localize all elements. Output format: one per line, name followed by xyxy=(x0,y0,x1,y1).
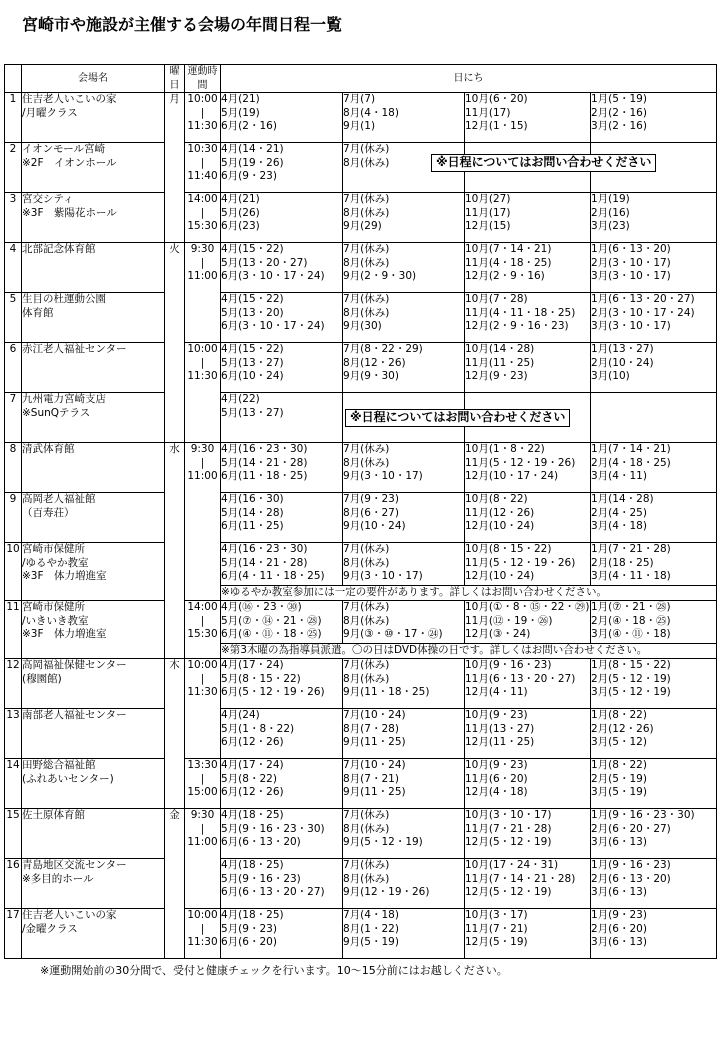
dates-oct-dec: 10月(1・8・22) 11月(5・12・19・26) 12月(10・17・24) xyxy=(465,443,591,493)
table-row xyxy=(5,909,717,959)
dates-oct-dec: 10月(14・28) 11月(11・25) 12月(9・23) xyxy=(465,343,591,393)
header-day: 曜日 xyxy=(165,65,185,93)
weekday-thu: 木 xyxy=(165,659,185,809)
venue-name: 九州電力宮崎支店 ※SunQテラス xyxy=(22,393,165,443)
dates-oct-dec: 10月(7・14・21) 11月(4・18・25) 12月(2・9・16) xyxy=(465,243,591,293)
venue-name: 住吉老人いこいの家 /金曜クラス xyxy=(22,909,165,959)
dates-jul-sep: 7月(休み) 8月(休み) 9月(29) xyxy=(343,193,465,243)
dates-apr-jun: 4月(16・23・30) 5月(14・21・28) 6月(4・11・18・25) xyxy=(221,543,343,586)
row-number: 4 xyxy=(5,243,22,293)
dates-oct-dec: 10月(7・28) 11月(4・11・18・25) 12月(2・9・16・23) xyxy=(465,293,591,343)
time-slot: 10:00 | 11:30 xyxy=(185,659,221,759)
table-row xyxy=(5,659,717,709)
dates-apr-jun: 4月(24) 5月(1・8・22) 6月(12・26) xyxy=(221,709,343,759)
row-number: 16 xyxy=(5,859,22,909)
header-venue: 会場名 xyxy=(22,65,165,93)
dates-jul-sep: 7月(7) 8月(4・18) 9月(1) xyxy=(343,93,465,143)
table-row xyxy=(5,443,717,493)
dates-oct-dec: 10月(8・22) 11月(12・26) 12月(10・24) xyxy=(465,493,591,543)
dates-jan-mar: 1月(14・28) 2月(4・25) 3月(4・18) xyxy=(591,493,717,543)
venue-name: 青島地区交流センター ※多目的ホール xyxy=(22,859,165,909)
venue-name: 生目の杜運動公園 体育館 xyxy=(22,293,165,343)
row-number: 17 xyxy=(5,909,22,959)
dates-jul-sep: 7月(休み) 8月(休み) ※日程についてはお問い合わせください xyxy=(343,143,465,193)
table-row xyxy=(5,243,717,293)
venue-name: 南部老人福祉センター xyxy=(22,709,165,759)
dates-apr-jun: 4月(22) 5月(13・27) xyxy=(221,393,343,443)
table-row xyxy=(5,759,717,809)
dates-jul-sep xyxy=(343,393,566,443)
table-row xyxy=(5,293,717,343)
dates-apr-jun: 4月(16・23・30) 5月(14・21・28) 6月(11・18・25) xyxy=(221,443,343,493)
dates-jul-sep: 7月(休み) 8月(休み) 9月(2・9・30) xyxy=(343,243,465,293)
row-number: 5 xyxy=(5,293,22,343)
row-number: 8 xyxy=(5,443,22,493)
dates-oct-dec: 10月(17・24・31) 11月(7・14・21・28) 12月(5・12・19) xyxy=(465,859,591,909)
dates-jan-mar: 1月(8・22) 2月(12・26) 3月(5・12) xyxy=(591,709,717,759)
dates-oct-dec: 10月(6・20) 11月(17) 12月(1・15) xyxy=(465,93,591,143)
venue-name: 赤江老人福祉センター xyxy=(22,343,165,393)
row-number: 10 xyxy=(5,543,22,601)
venue-name: 佐土原体育館 xyxy=(22,809,165,859)
venue-name: イオンモール宮崎 ※2F イオンホール xyxy=(22,143,165,193)
dates-oct-dec: 10月(3・17) 11月(7・21) 12月(5・19) xyxy=(465,909,591,959)
dates-apr-jun: 4月(17・24) 5月(8・15・22) 6月(5・12・19・26) xyxy=(221,659,343,709)
weekday-tue: 火 xyxy=(165,243,185,443)
dates-jan-mar: 1月(⑦・21・㉘) 2月(④・18・㉕) 3月(④・⑪・18) xyxy=(591,601,717,644)
dates-jan-mar: 1月(5・19) 2月(2・16) 3月(2・16) xyxy=(591,93,717,143)
dates-apr-jun: 4月(18・25) 5月(9・16・23) 6月(6・13・20・27) xyxy=(221,859,343,909)
dates-apr-jun: 4月(16・30) 5月(14・28) 6月(11・25) xyxy=(221,493,343,543)
dates-jan-mar: 1月(9・16・23) 2月(6・13・20) 3月(6・13) xyxy=(591,859,717,909)
time-slot: 13:30 | 15:00 xyxy=(185,759,221,809)
header-row xyxy=(5,65,717,93)
dates-jan-mar: 1月(8・15・22) 2月(5・12・19) 3月(5・12・19) xyxy=(591,659,717,709)
header-time: 運動時間 xyxy=(185,65,221,93)
dates-jul-sep: 7月(4・18) 8月(1・22) 9月(5・19) xyxy=(343,909,465,959)
dates-jul-sep: 7月(8・22・29) 8月(12・26) 9月(9・30) xyxy=(343,343,465,393)
dates-jul-sep: 7月(休み) 8月(休み) 9月(3・10・17) xyxy=(343,543,465,586)
dates-oct-dec: 10月(3・10・17) 11月(7・21・28) 12月(5・12・19) xyxy=(465,809,591,859)
dates-jan-mar: 1月(6・13・20・27) 2月(3・10・17・24) 3月(3・10・17) xyxy=(591,293,717,343)
venue-name: 清武体育館 xyxy=(22,443,165,493)
row-number: 9 xyxy=(5,493,22,543)
table-row xyxy=(5,493,717,543)
dates-oct-dec: 10月(9・16・23) 11月(6・13・20・27) 12月(4・11) xyxy=(465,659,591,709)
time-slot: 9:30 | 11:00 xyxy=(185,809,221,909)
table-row xyxy=(5,543,717,586)
time-slot: 10:30 | 11:40 xyxy=(185,143,221,193)
table-row xyxy=(5,93,717,143)
row-number: 7 xyxy=(5,393,22,443)
dates-apr-jun: 4月(14・21) 5月(19・26) 6月(9・23) xyxy=(221,143,343,193)
table-row xyxy=(5,709,717,759)
venue-name: 北部記念体育館 xyxy=(22,243,165,293)
dates-oct-dec: 10月(8・15・22) 11月(5・12・19・26) 12月(10・24) xyxy=(465,543,591,586)
table-row xyxy=(5,143,717,193)
row-number: 14 xyxy=(5,759,22,809)
row-number: 6 xyxy=(5,343,22,393)
table-row xyxy=(5,193,717,243)
dates-jan-mar: 1月(6・13・20) 2月(3・10・17) 3月(3・10・17) xyxy=(591,243,717,293)
venue-name: 住吉老人いこいの家 /月曜クラス xyxy=(22,93,165,143)
dates-jul-sep: 7月(休み) 8月(休み) 9月(③・⑩・17・㉔) xyxy=(343,601,465,644)
dates-oct-dec: 10月(①・8・⑮・22・㉙) 11月(⑫・19・㉖) 12月(③・24) xyxy=(465,601,591,644)
row-number: 15 xyxy=(5,809,22,859)
dates-apr-jun: 4月(⑯・23・㉚) 5月(⑦・⑭・21・㉘) 6月(④・⑪・18・㉕) xyxy=(221,601,343,644)
venue-name: 高岡福祉保健センター (穆園館) xyxy=(22,659,165,709)
table-row xyxy=(5,601,717,644)
dates-jul-sep: 7月(10・24) 8月(7・21) 9月(11・25) xyxy=(343,759,465,809)
dates-jan-mar: 1月(19) 2月(16) 3月(23) xyxy=(591,193,717,243)
table-row xyxy=(5,859,717,909)
footer-note: ※運動開始前の30分間で、受付と健康チェックを行います。10～15分前にはお越しください。 xyxy=(40,964,508,977)
dates-apr-jun: 4月(21) 5月(26) 6月(23) xyxy=(221,193,343,243)
venue-name: 宮崎市保健所 /ゆるやか教室 ※3F 体力増進室 xyxy=(22,543,165,601)
dates-jul-sep: 7月(休み) 8月(休み) 9月(11・18・25) xyxy=(343,659,465,709)
dates-apr-jun: 4月(21) 5月(19) 6月(2・16) xyxy=(221,93,343,143)
table-row xyxy=(5,343,717,393)
time-slot: 14:00 | 15:30 xyxy=(185,601,221,659)
row-number: 12 xyxy=(5,659,22,709)
dates-jul-sep: 7月(休み) 8月(休み) 9月(3・10・17) xyxy=(343,443,465,493)
inquiry-notice: ※日程についてはお問い合わせください xyxy=(345,409,570,427)
time-slot: 10:00 | 11:30 xyxy=(185,93,221,143)
time-slot: 10:00 | 11:30 xyxy=(185,343,221,443)
dates-jul-sep: 7月(休み) 8月(休み) 9月(30) xyxy=(343,293,465,343)
venue-name: 田野総合福祉館 (ふれあいセンター) xyxy=(22,759,165,809)
dates-jul-sep: 7月(9・23) 8月(6・27) 9月(10・24) xyxy=(343,493,465,543)
dates-oct-dec: 10月(27) 11月(17) 12月(15) xyxy=(465,193,591,243)
time-slot: 9:30 | 11:00 xyxy=(185,443,221,601)
venue-name: 宮交シティ ※3F 紫陽花ホール xyxy=(22,193,165,243)
dates-apr-jun: 4月(18・25) 5月(9・23) 6月(6・20) xyxy=(221,909,343,959)
row-note: ※第3木曜の為指導員派遣。〇の日はDVD体操の日です。詳しくはお問い合わせください。 xyxy=(221,644,717,659)
dates-oct-dec: 10月(9・23) 11月(13・27) 12月(11・25) xyxy=(465,709,591,759)
time-slot: 14:00 | 15:30 xyxy=(185,193,221,243)
dates-jan-mar: 1月(9・16・23・30) 2月(6・20・27) 3月(6・13) xyxy=(591,809,717,859)
header-dates: 日にち xyxy=(221,65,717,93)
dates-apr-jun: 4月(17・24) 5月(8・22) 6月(12・26) xyxy=(221,759,343,809)
time-slot: 10:00 | 11:30 xyxy=(185,909,221,959)
inquiry-notice: ※日程についてはお問い合わせください xyxy=(431,154,656,172)
dates-apr-jun: 4月(15・22) 5月(13・27) 6月(10・24) xyxy=(221,343,343,393)
row-number: 11 xyxy=(5,601,22,659)
header-no xyxy=(5,65,22,93)
dates-jan-mar xyxy=(591,393,717,443)
row-note: ※ゆるやか教室参加には一定の要件があります。詳しくはお問い合わせください。 xyxy=(221,586,717,601)
row-number: 1 xyxy=(5,93,22,143)
page-title: 宮崎市や施設が主催する会場の年間日程一覧 xyxy=(22,15,343,34)
weekday-wed: 水 xyxy=(165,443,185,659)
dates-jan-mar: 1月(7・14・21) 2月(4・18・25) 3月(4・11) xyxy=(591,443,717,493)
dates-apr-jun: 4月(15・22) 5月(13・20) 6月(3・10・17・24) xyxy=(221,293,343,343)
dates-jul-sep: 7月(休み) 8月(休み) 9月(5・12・19) xyxy=(343,809,465,859)
dates-jul-sep: 7月(休み) 8月(休み) 9月(12・19・26) xyxy=(343,859,465,909)
time-slot: 9:30 | 11:00 xyxy=(185,243,221,343)
dates-oct-dec: 10月(9・23) 11月(6・20) 12月(4・18) xyxy=(465,759,591,809)
schedule-table xyxy=(4,64,717,959)
dates-apr-jun: 4月(15・22) 5月(13・20・27) 6月(3・10・17・24) xyxy=(221,243,343,293)
weekday-fri: 金 xyxy=(165,809,185,959)
venue-name: 宮崎市保健所 /いきいき教室 ※3F 体力増進室 xyxy=(22,601,165,659)
dates-jan-mar: 1月(8・22) 2月(5・19) 3月(5・19) xyxy=(591,759,717,809)
table-row xyxy=(5,809,717,859)
row-number: 2 xyxy=(5,143,22,193)
dates-jul-sep: 7月(10・24) 8月(7・28) 9月(11・25) xyxy=(343,709,465,759)
row-number: 3 xyxy=(5,193,22,243)
dates-jan-mar: 1月(9・23) 2月(6・20) 3月(6・13) xyxy=(591,909,717,959)
dates-jan-mar: 1月(13・27) 2月(10・24) 3月(10) xyxy=(591,343,717,393)
dates-jan-mar: 1月(7・21・28) 2月(18・25) 3月(4・11・18) xyxy=(591,543,717,586)
dates-apr-jun: 4月(18・25) 5月(9・16・23・30) 6月(6・13・20) xyxy=(221,809,343,859)
weekday-mon: 月 xyxy=(165,93,185,243)
row-number: 13 xyxy=(5,709,22,759)
venue-name: 高岡老人福祉館 （百寿荘） xyxy=(22,493,165,543)
table-row xyxy=(5,393,717,443)
